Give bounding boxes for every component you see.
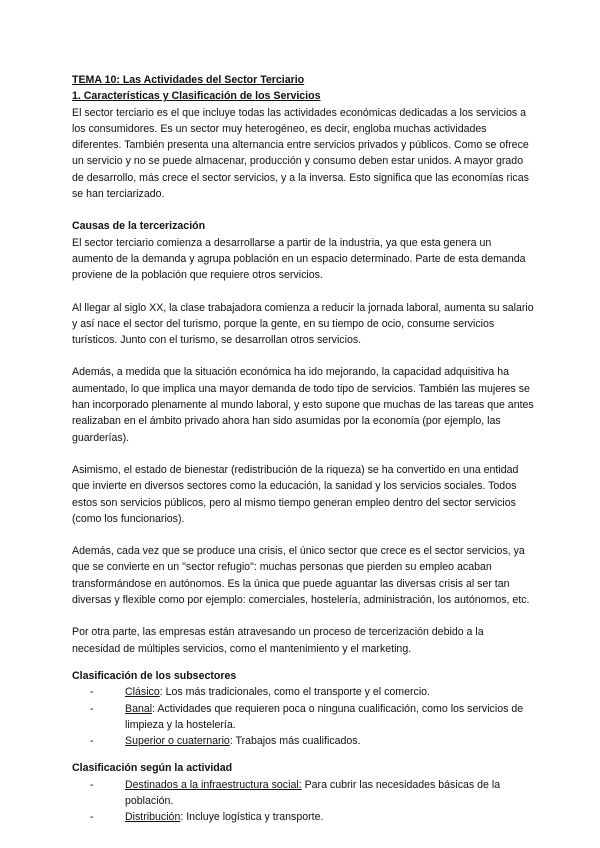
list-item bbox=[90, 701, 534, 734]
list-item-text: : Trabajos más cualificados. bbox=[229, 735, 361, 748]
activity-heading: Clasificación según la actividad bbox=[72, 762, 233, 775]
causes-paragraph: Además, a medida que la situación económica ha ido mejorando, la capacidad adquisitiva ha aumentado, lo que implica una mayor demanda de todo tipo de servicios. También las mujeres se han incorporado plenamente al mundo laboral, y esto supone que muchas de las tareas que antes realizaban en el ámbito privado ahora han sido asumidas por la economía (por ejemplo, las guarderías). bbox=[72, 366, 534, 444]
bullet-dash: - bbox=[90, 686, 94, 699]
list-item-term: Distribución bbox=[125, 811, 181, 824]
bullet-dash: - bbox=[90, 811, 94, 824]
list-item bbox=[90, 809, 534, 825]
intro-paragraph: El sector terciario es el que incluye todas las actividades económicas dedicadas a los servicios a los consumidores. Es un sector muy heterogéneo, es decir, engloba muchas actividades diferentes. También presenta una alternancia entre servicios privados y públicos. Como se ofrece un servicio y no se puede almacenar, producción y consumo deben estar unidos. A mayor grado de desarrollo, más crece el sector servicios, y a la inversa. Esto significa que las economías ricas se han terciarizado. bbox=[72, 106, 529, 201]
document-body bbox=[72, 72, 534, 826]
causes-heading: Causas de la tercerización bbox=[72, 220, 206, 233]
causes-paragraph: Al llegar al siglo XX, la clase trabajadora comienza a reducir la jornada laboral, aumenta su salario y así nace el sector del turismo, porque la gente, en su tiempo de ocio, consume servicios turísticos. Junto con el turismo, se desarrollan otros servicios. bbox=[72, 301, 534, 347]
list-item bbox=[90, 733, 534, 749]
bullet-dash: - bbox=[90, 778, 94, 791]
list-item-term: Clásico bbox=[125, 686, 160, 699]
causes-paragraph: Por otra parte, las empresas están atravesando un proceso de tercerización debido a la necesidad de múltiples servicios, como el mantenimiento y el marketing. bbox=[72, 626, 484, 655]
subsectors-heading: Clasificación de los subsectores bbox=[72, 669, 237, 682]
list-item-text: : Actividades que requieren poca o ninguna cualificación, como los servicios de limpieza y la hostelería. bbox=[125, 702, 524, 731]
causes-paragraph: El sector terciario comienza a desarrollarse a partir de la industria, ya que esta genera un aumento de la demanda y agrupa población en un espacio determinado. Parte de esta demanda proviene de la población que requiere otros servicios. bbox=[72, 236, 526, 282]
causes-paragraph: Además, cada vez que se produce una crisis, el único sector que crece es el sector servicios, ya que se convierte en un "sector refugio": muchas personas que pierden su empleo acaban transformándose en autónomos. Es la única que puede aguantar las diversas crisis al ser tan diversas y flexible como por ejemplo: comerciales, hostelería, administración, los autónomos, etc. bbox=[72, 545, 530, 607]
subsectors-list bbox=[72, 684, 534, 749]
list-item-text: : Incluye logística y transporte. bbox=[180, 811, 324, 824]
list-item-term: Superior o cuaternario bbox=[125, 735, 230, 748]
list-item-term: Destinados a la infraestructura social: bbox=[125, 778, 302, 791]
list-item-term: Banal bbox=[125, 702, 153, 715]
bullet-dash: - bbox=[90, 702, 94, 715]
activity-list bbox=[72, 777, 534, 826]
list-item bbox=[90, 777, 534, 810]
list-item-text: Para cubrir las necesidades básicas de la población. bbox=[125, 778, 501, 807]
section-title: 1. Características y Clasificación de los Servicios bbox=[72, 90, 321, 103]
document-title: TEMA 10: Las Actividades del Sector Terciario bbox=[72, 74, 305, 86]
causes-paragraph: Asimismo, el estado de bienestar (redistribución de la riqueza) se ha convertido en una entidad que invierte en diversos sectores como la educación, la sanidad y los servicios sociales. Todos estos son servicios públicos, pero al mismo tiempo generan empleo dentro del sector servicios (como los funcionarios). bbox=[72, 463, 519, 525]
list-item bbox=[90, 684, 534, 700]
bullet-dash: - bbox=[90, 735, 94, 748]
list-item-text: : Los más tradicionales, como el transporte y el comercio. bbox=[159, 686, 431, 699]
